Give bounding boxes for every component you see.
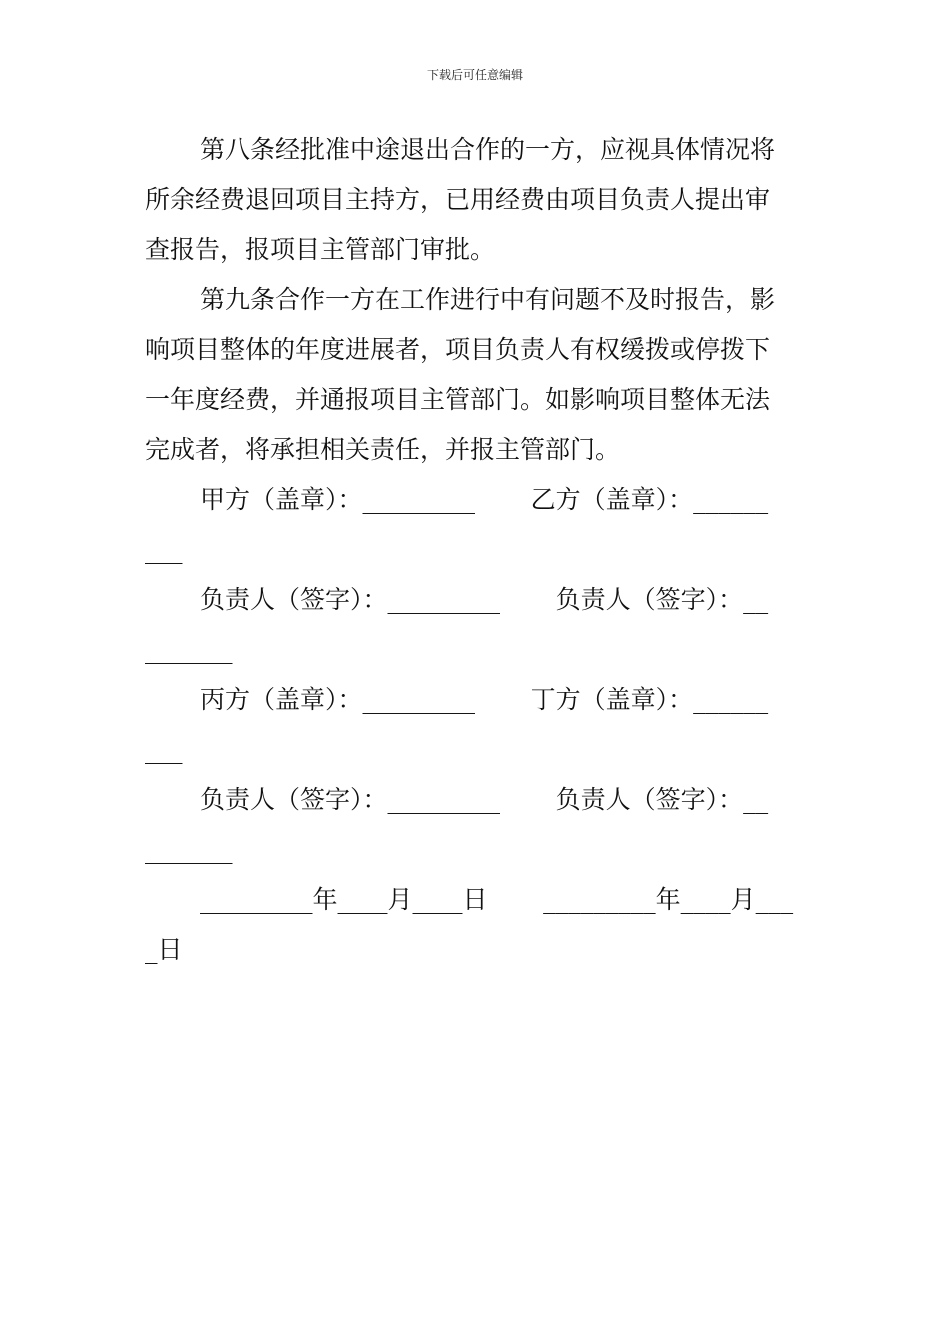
- party-c-d-seal-line: 丙方（盖章）：_________ 丁方（盖章）：______: [200, 685, 769, 714]
- rep-c-d-sign-continuation: _______: [145, 835, 233, 864]
- page-header: 下载后可任意编辑: [426, 68, 523, 82]
- article-8-line-1: 第八条经批准中途退出合作的一方，应视具体情况将: [200, 135, 776, 164]
- article-8-line-3: 查报告，报项目主管部门审批。: [145, 235, 496, 264]
- date-line: _________年____月____日 _________年____月___: [200, 885, 794, 914]
- article-9-line-4: 完成者，将承担相关责任，并报主管部门。: [145, 435, 621, 464]
- date-continuation: _日: [145, 935, 183, 964]
- party-a-b-seal-continuation: ___: [145, 535, 183, 564]
- article-9-line-2: 响项目整体的年度进展者，项目负责人有权缓拨或停拨下: [145, 335, 771, 364]
- article-8-line-2: 所余经费退回项目主持方，已用经费由项目负责人提出审: [145, 185, 771, 214]
- party-a-b-seal-line: 甲方（盖章）：_________ 乙方（盖章）：______: [200, 485, 769, 514]
- article-9-line-3: 一年度经费，并通报项目主管部门。如影响项目整体无法: [145, 385, 771, 414]
- rep-c-d-sign-line: 负责人（签字）：_________ 负责人（签字）：__: [200, 785, 769, 814]
- party-c-d-seal-continuation: ___: [145, 735, 183, 764]
- article-9-line-1: 第九条合作一方在工作进行中有问题不及时报告，影: [200, 285, 776, 314]
- rep-a-b-sign-continuation: _______: [145, 635, 233, 664]
- rep-a-b-sign-line: 负责人（签字）：_________ 负责人（签字）：__: [200, 585, 769, 614]
